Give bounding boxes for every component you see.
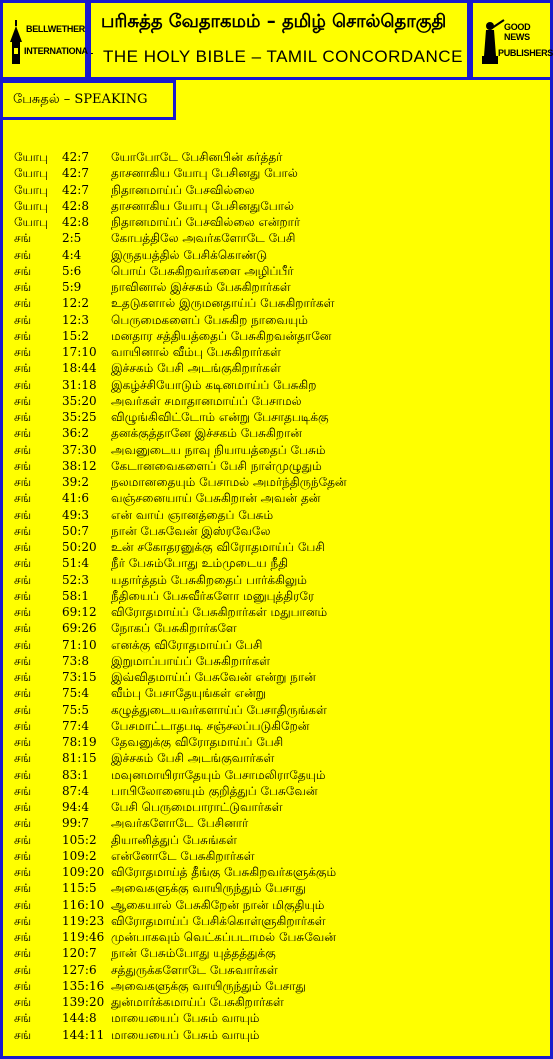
list-item bbox=[14, 555, 544, 571]
entry-text: மாயையைப் பேசும் வாயும் bbox=[111, 1011, 260, 1026]
entry-book: சங் bbox=[14, 718, 32, 733]
entry-reference: 50:7 bbox=[62, 523, 89, 538]
list-item bbox=[14, 669, 544, 685]
entry-text: விரோதமாய்ப் பேசுகிறார்கள் மதுபானம் bbox=[111, 605, 328, 619]
list-item bbox=[14, 994, 544, 1010]
entry-book: சங் bbox=[14, 913, 32, 928]
entry-text: கழுத்துடையவர்களாய்ப் பேசாதிருங்கள் bbox=[111, 702, 327, 717]
entry-text: தாசனாகிய யோபு பேசினதுபோல் bbox=[111, 198, 294, 213]
entry-reference: 15:2 bbox=[62, 328, 89, 343]
entry-book: சங் bbox=[14, 426, 32, 441]
logo-right-line2: PUBLISHERS bbox=[498, 48, 553, 58]
entry-book: சங் bbox=[14, 458, 32, 473]
list-item bbox=[14, 263, 544, 279]
entry-reference: 35:25 bbox=[62, 410, 97, 424]
entry-reference: 109:2 bbox=[62, 848, 97, 863]
entry-text: முன்பாகவும் வெட்கப்படாமல் பேசுவேன் bbox=[111, 930, 336, 944]
entry-text: அவைகளுக்கு வாயிருந்தும் பேசாது bbox=[111, 978, 306, 993]
entry-reference: 135:16 bbox=[62, 978, 105, 993]
entry-reference: 75:4 bbox=[62, 686, 89, 701]
entry-reference: 42:8 bbox=[62, 215, 89, 229]
entry-book: சங் bbox=[14, 978, 32, 993]
entry-text: நலமானதையும் பேசாமல் அமர்ந்திருந்தேன் bbox=[111, 475, 347, 489]
list-item bbox=[14, 295, 544, 311]
list-item bbox=[14, 588, 544, 604]
entry-book: சங் bbox=[14, 930, 32, 944]
entry-reference: 94:4 bbox=[62, 800, 89, 814]
list-item bbox=[14, 247, 544, 263]
section-label: பேசுதல் – SPEAKING bbox=[13, 92, 148, 107]
entry-book: சங் bbox=[14, 670, 32, 684]
entry-reference: 58:1 bbox=[62, 588, 89, 603]
entry-text: நீதியைப் பேசுவீர்களோ மனுபுத்திரரே bbox=[111, 588, 315, 603]
list-item bbox=[14, 880, 544, 896]
entry-reference: 127:6 bbox=[62, 962, 97, 977]
title-english: THE HOLY BIBLE – TAMIL CONCORDANCE bbox=[103, 47, 463, 66]
bell-tower-icon bbox=[8, 12, 93, 68]
entry-reference: 4:4 bbox=[62, 247, 82, 262]
entry-reference: 105:2 bbox=[62, 832, 97, 847]
entry-reference: 52:3 bbox=[62, 572, 89, 587]
entry-book: யோபு bbox=[14, 182, 49, 197]
list-item bbox=[14, 312, 544, 328]
entry-text: என் வாய் ஞானத்தைப் பேசும் bbox=[111, 507, 274, 522]
list-item bbox=[14, 620, 544, 636]
entry-reference: 81:15 bbox=[62, 751, 97, 766]
entry-reference: 18:44 bbox=[62, 361, 97, 376]
list-item bbox=[14, 962, 544, 978]
entry-book: சங் bbox=[14, 881, 32, 896]
entry-book: சங் bbox=[14, 735, 32, 749]
entry-book: சங் bbox=[14, 1011, 32, 1026]
entry-reference: 83:1 bbox=[62, 767, 89, 782]
entry-text: வஞ்சனையாய் பேசுகிறான் அவன் தன் bbox=[111, 491, 321, 506]
list-item bbox=[14, 848, 544, 864]
list-item bbox=[14, 523, 544, 539]
entry-book: சங் bbox=[14, 686, 32, 701]
entry-reference: 109:20 bbox=[62, 865, 105, 879]
entry-text: இறுமாப்பாய்ப் பேசுகிறார்கள் bbox=[111, 653, 271, 668]
list-item bbox=[14, 799, 544, 815]
entry-book: சங் bbox=[14, 816, 32, 831]
entry-reference: 5:9 bbox=[62, 280, 82, 294]
entry-text: பெருமைகளைப் பேசுகிற நாவையும் bbox=[111, 312, 308, 327]
entry-text: எனக்கு விரோதமாய்ப் பேசி bbox=[111, 637, 263, 652]
list-item bbox=[14, 702, 544, 718]
entry-book: சங் bbox=[14, 621, 32, 636]
entry-reference: 116:10 bbox=[62, 897, 105, 912]
entry-book: சங் bbox=[14, 588, 32, 603]
entry-book: சங் bbox=[14, 280, 32, 294]
entry-reference: 36:2 bbox=[62, 426, 89, 441]
title-panel bbox=[88, 0, 470, 80]
entry-text: பொய் பேசுகிறவர்களை அழிப்பீர் bbox=[111, 263, 294, 278]
entry-text: விரோதமாய்ப் பேசிக்கொள்ளுகிறார்கள் bbox=[111, 913, 326, 928]
entry-book: யோபு bbox=[14, 166, 49, 181]
list-item bbox=[14, 328, 544, 344]
entry-reference: 42:7 bbox=[62, 150, 89, 164]
entry-book: சங் bbox=[14, 767, 32, 782]
entry-book: சங் bbox=[14, 751, 32, 766]
list-item bbox=[14, 279, 544, 295]
list-item bbox=[14, 929, 544, 945]
entry-reference: 144:8 bbox=[62, 1011, 97, 1026]
bell-tower-graphic bbox=[8, 12, 80, 68]
list-item bbox=[14, 409, 544, 425]
entry-text: தியானித்துப் பேசுங்கள் bbox=[111, 832, 238, 847]
entry-reference: 120:7 bbox=[62, 946, 97, 961]
entry-text: வாயினால் வீம்பு பேசுகிறார்கள் bbox=[111, 345, 281, 359]
list-item bbox=[14, 425, 544, 441]
entry-text: பேசமாட்டாதபடி சஞ்சலப்படுகிறேன் bbox=[111, 718, 310, 733]
entry-book: சங் bbox=[14, 231, 32, 246]
list-item bbox=[14, 815, 544, 831]
entry-book: சங் bbox=[14, 572, 32, 587]
entry-book: சங் bbox=[14, 605, 32, 619]
list-item bbox=[14, 393, 544, 409]
entry-book: சங் bbox=[14, 491, 32, 506]
list-item bbox=[14, 637, 544, 653]
entry-book: சங் bbox=[14, 800, 32, 814]
entry-reference: 5:6 bbox=[62, 263, 82, 278]
entry-text: உன் சகோதரனுக்கு விரோதமாய்ப் பேசி bbox=[111, 540, 325, 554]
entry-reference: 73:8 bbox=[62, 653, 89, 668]
entry-reference: 78:19 bbox=[62, 735, 97, 749]
entry-reference: 77:4 bbox=[62, 718, 89, 733]
entry-book: சங் bbox=[14, 361, 32, 376]
entry-text: மாயையைப் பேசும் வாயும் bbox=[111, 1027, 260, 1042]
header bbox=[0, 0, 553, 80]
entry-reference: 35:20 bbox=[62, 393, 97, 408]
trumpet-figure-icon bbox=[478, 12, 553, 68]
section-heading-box bbox=[0, 80, 176, 120]
list-item bbox=[14, 750, 544, 766]
entry-text: விரோதமாய்த் தீங்கு பேசுகிறவர்களுக்கும் bbox=[111, 865, 337, 879]
entry-book: சங் bbox=[14, 507, 32, 522]
entry-book: சங் bbox=[14, 848, 32, 863]
entry-text: கோபத்திலே அவர்களோடே பேசி bbox=[111, 231, 296, 246]
entry-reference: 50:20 bbox=[62, 540, 97, 554]
list-item bbox=[14, 458, 544, 474]
entry-book: சங் bbox=[14, 995, 32, 1009]
entry-book: யோபு bbox=[14, 150, 49, 164]
entry-reference: 119:23 bbox=[62, 913, 105, 928]
entry-text: நாவினால் இச்சகம் பேசுகிறார்கள் bbox=[111, 280, 291, 294]
list-item bbox=[14, 182, 544, 198]
list-item bbox=[14, 718, 544, 734]
entry-book: சங் bbox=[14, 702, 32, 717]
entry-book: சங் bbox=[14, 312, 32, 327]
entry-text: இச்சகம் பேசி அடங்குகிறார்கள் bbox=[111, 361, 281, 376]
entry-text: விழுங்கிவிட்டோம் என்று பேசாதபடிக்கு bbox=[111, 410, 329, 424]
list-item bbox=[14, 1010, 544, 1026]
list-item bbox=[14, 539, 544, 555]
list-item bbox=[14, 685, 544, 701]
entry-book: சங் bbox=[14, 247, 32, 262]
entry-text: நீர் பேசும்போது உம்முடைய நீதி bbox=[111, 556, 289, 571]
list-item bbox=[14, 604, 544, 620]
entry-reference: 51:4 bbox=[62, 556, 89, 571]
entry-reference: 49:3 bbox=[62, 507, 89, 522]
entry-reference: 99:7 bbox=[62, 816, 89, 831]
entry-text: மவுனமாயிராதேயும் பேசாமலிராதேயும் bbox=[111, 767, 326, 782]
entry-text: இவ்விதமாய்ப் பேசுவேன் என்று நான் bbox=[111, 670, 316, 684]
entry-reference: 115:5 bbox=[62, 881, 97, 896]
entry-text: சத்துருக்களோடே பேசுவார்கள் bbox=[111, 962, 278, 977]
logo-right-line1: GOOD NEWS bbox=[504, 22, 531, 42]
entry-book: சங் bbox=[14, 865, 32, 879]
entry-text: இகழ்ச்சியோடும் கடினமாய்ப் பேசுகிற bbox=[111, 377, 317, 392]
entry-book: சங் bbox=[14, 377, 32, 392]
list-item bbox=[14, 978, 544, 994]
entry-book: சங் bbox=[14, 1027, 32, 1042]
entry-book: சங் bbox=[14, 442, 32, 457]
entry-text: நோகப் பேசுகிறார்களே bbox=[111, 621, 237, 636]
entry-book: சங் bbox=[14, 783, 32, 798]
entry-text: தேவனுக்கு விரோதமாய்ப் பேசி bbox=[111, 735, 284, 749]
entry-text: அவனுடைய நாவு நியாயத்தைப் பேசும் bbox=[111, 442, 326, 457]
logo-left-line1: BELLWETHER bbox=[26, 24, 85, 34]
bellwether-logo bbox=[0, 0, 93, 80]
entry-text: அவர்கள் சமாதானமாய்ப் பேசாமல் bbox=[111, 393, 302, 408]
entry-book: சங் bbox=[14, 540, 32, 554]
entry-reference: 42:7 bbox=[62, 166, 89, 181]
entry-reference: 119:46 bbox=[62, 930, 105, 944]
list-item bbox=[14, 490, 544, 506]
entry-text: என்னோடே பேசுகிறார்கள் bbox=[111, 848, 255, 863]
entry-text: நான் பேசுவேன் இஸ்ரவேலே bbox=[111, 523, 271, 538]
entry-book: சங் bbox=[14, 475, 32, 489]
entry-text: மனதார சத்தியத்தைப் பேசுகிறவன்தானே bbox=[111, 328, 332, 343]
entry-reference: 139:20 bbox=[62, 995, 105, 1009]
entry-reference: 144:11 bbox=[62, 1027, 105, 1042]
entry-book: சங் bbox=[14, 653, 32, 668]
list-item bbox=[14, 474, 544, 490]
entry-book: சங் bbox=[14, 962, 32, 977]
entry-text: இருதயத்தில் பேசிக்கொண்டு bbox=[111, 247, 268, 262]
entry-book: சங் bbox=[14, 263, 32, 278]
entry-text: தனக்குத்தானே இச்சகம் பேசுகிறான் bbox=[111, 426, 302, 441]
entry-book: சங் bbox=[14, 523, 32, 538]
entry-book: சங் bbox=[14, 556, 32, 571]
list-item bbox=[14, 198, 544, 214]
entry-reference: 75:5 bbox=[62, 702, 89, 717]
list-item bbox=[14, 783, 544, 799]
logo-left-line2: INTERNATIONAL bbox=[24, 46, 93, 56]
list-item bbox=[14, 149, 544, 165]
entry-reference: 17:10 bbox=[62, 345, 97, 359]
entry-reference: 38:12 bbox=[62, 458, 97, 473]
entry-text: அவைகளுக்கு வாயிருந்தும் பேசாது bbox=[111, 881, 306, 896]
list-item bbox=[14, 864, 544, 880]
list-item bbox=[14, 442, 544, 458]
list-item bbox=[14, 230, 544, 246]
entry-text: உதடுகளால் இருமனதாய்ப் பேசுகிறார்கள் bbox=[111, 296, 335, 311]
entry-text: பேசி பெருமைபாராட்டுவார்கள் bbox=[111, 800, 283, 814]
concordance-list bbox=[14, 149, 544, 1043]
entry-book: சங் bbox=[14, 345, 32, 359]
entry-text: நிதானமாய்ப் பேசவில்லை என்றார் bbox=[111, 215, 301, 229]
entry-book: சங் bbox=[14, 897, 32, 912]
entry-reference: 12:3 bbox=[62, 312, 89, 327]
list-item bbox=[14, 913, 544, 929]
entry-text: துன்மார்க்கமாய்ப் பேசுகிறார்கள் bbox=[111, 995, 284, 1009]
entry-reference: 69:12 bbox=[62, 605, 97, 619]
good-news-logo bbox=[470, 0, 553, 80]
entry-reference: 87:4 bbox=[62, 783, 89, 798]
entry-reference: 2:5 bbox=[62, 231, 82, 246]
entry-reference: 12:2 bbox=[62, 296, 89, 311]
entry-reference: 37:30 bbox=[62, 442, 97, 457]
list-item bbox=[14, 360, 544, 376]
entry-text: ஆகையால் பேசுகிறேன் நான் மிகுதியும் bbox=[111, 897, 325, 912]
entry-book: சங் bbox=[14, 832, 32, 847]
entry-book: யோபு bbox=[14, 198, 49, 213]
entry-text: அவர்களோடே பேசினார் bbox=[111, 816, 249, 831]
entry-reference: 39:2 bbox=[62, 475, 89, 489]
entry-text: நிதானமாய்ப் பேசவில்லை bbox=[111, 182, 255, 197]
entry-text: நான் பேசும்போது யுத்தத்துக்கு bbox=[111, 946, 276, 961]
entry-reference: 73:15 bbox=[62, 670, 97, 684]
entry-book: சங் bbox=[14, 637, 32, 652]
entry-reference: 42:7 bbox=[62, 182, 89, 197]
entry-text: தாசனாகிய யோபு பேசினது போல் bbox=[111, 166, 298, 181]
entry-book: சங் bbox=[14, 328, 32, 343]
title-tamil: பரிசுத்த வேதாகமம் – தமிழ் சொல்தொகுதி bbox=[101, 11, 447, 32]
list-item bbox=[14, 653, 544, 669]
entry-text: இச்சகம் பேசி அடங்குவார்கள் bbox=[111, 751, 275, 766]
list-item bbox=[14, 572, 544, 588]
list-item bbox=[14, 832, 544, 848]
list-item bbox=[14, 1027, 544, 1043]
entry-book: சங் bbox=[14, 946, 32, 961]
entry-book: சங் bbox=[14, 410, 32, 424]
entry-reference: 69:26 bbox=[62, 621, 97, 636]
list-item bbox=[14, 377, 544, 393]
list-item bbox=[14, 344, 544, 360]
list-item bbox=[14, 767, 544, 783]
list-item bbox=[14, 734, 544, 750]
list-item bbox=[14, 945, 544, 961]
entry-reference: 31:18 bbox=[62, 377, 97, 392]
entry-reference: 71:10 bbox=[62, 637, 97, 652]
entry-book: யோபு bbox=[14, 215, 49, 229]
list-item bbox=[14, 165, 544, 181]
entry-reference: 42:8 bbox=[62, 198, 89, 213]
entry-book: சங் bbox=[14, 393, 32, 408]
list-item bbox=[14, 214, 544, 230]
list-item bbox=[14, 507, 544, 523]
entry-book: சங் bbox=[14, 296, 32, 311]
entry-text: யோபோடே பேசினபின் கர்த்தர் bbox=[111, 150, 283, 164]
entry-text: யதார்த்தம் பேசுகிறதைப் பார்க்கிலும் bbox=[111, 572, 307, 587]
entry-reference: 41:6 bbox=[62, 491, 89, 506]
list-item bbox=[14, 897, 544, 913]
entry-text: வீம்பு பேசாதேயுங்கள் என்று bbox=[111, 686, 266, 701]
entry-text: பாபிலோனையும் குறித்துப் பேசுவேன் bbox=[111, 783, 318, 798]
entry-text: கேடானவைகளைப் பேசி நாள்முழுதும் bbox=[111, 458, 322, 473]
